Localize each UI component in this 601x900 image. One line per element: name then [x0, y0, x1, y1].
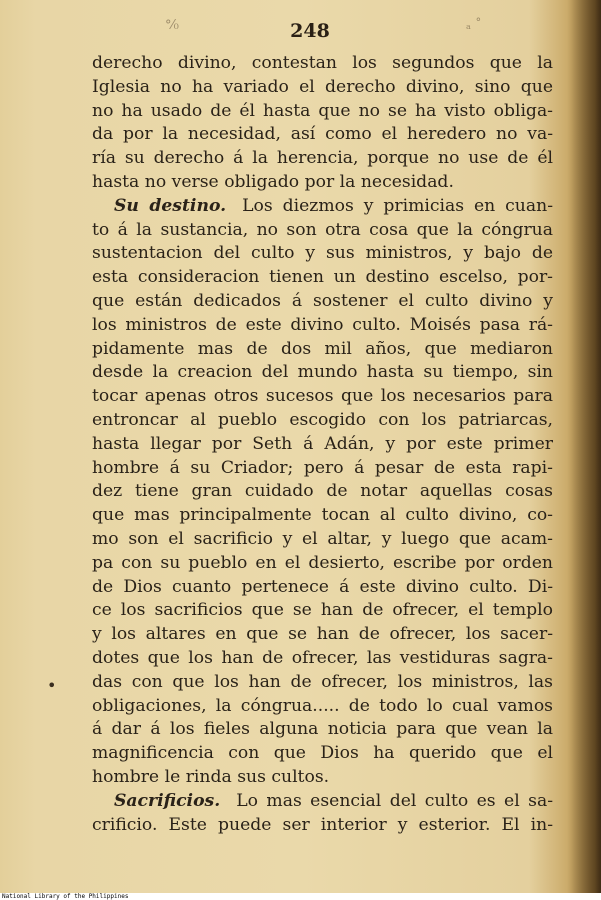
text-line-fragment: Los diezmos y primicias en cuan- — [242, 195, 553, 216]
text-line: hasta llegar por Seth á Adán, y por este primer — [92, 433, 553, 454]
ink-mark-top-left: °⁄₀ — [165, 18, 179, 33]
text-line: pa con su pueblo en el desierto, escribe por orden — [92, 552, 553, 573]
text-line: ría su derecho á la herencia, porque no use de él — [92, 148, 553, 169]
margin-dot: • — [47, 676, 57, 695]
text-line: hombre á su Criador; pero á pesar de esta rapi- — [92, 457, 553, 478]
text-line: pidamente mas de dos mil años, que mediaron — [92, 338, 553, 359]
text-line: no ha usado de él hasta que no se ha visto obliga- — [92, 100, 553, 121]
text-line: á dar á los fieles alguna noticia para que vean la — [92, 719, 553, 740]
text-line: to á la sustancia, no son otra cosa que la cóngrua — [92, 219, 553, 240]
text-line: magnificencia con que Dios ha querido que el — [92, 743, 553, 764]
text-line: da por la necesidad, así como el heredero no va- — [92, 124, 553, 145]
text-line: crificio. Este puede ser interior y esterior. El in- — [92, 814, 553, 835]
text-line-fragment: Lo mas esencial del culto es el sa- — [236, 790, 553, 811]
body-text — [92, 52, 553, 837]
text-line: Iglesia no ha variado el derecho divino, sino que — [92, 76, 553, 97]
ink-mark-top-right: ₐ ˚ — [466, 18, 482, 33]
section-heading-su-destino: Su destino. — [114, 195, 227, 216]
text-line: que mas principalmente tocan al culto divino, co- — [92, 505, 553, 526]
text-line: y los altares en que se han de ofrecer, los sacer- — [92, 624, 553, 645]
section-heading-sacrificios: Sacrificios. — [114, 790, 221, 811]
text-line: das con que los han de ofrecer, los ministros, las — [92, 671, 553, 692]
text-line: hombre le rinda sus cultos. — [92, 766, 330, 787]
text-line: que están dedicados á sostener el culto divino y — [92, 290, 553, 311]
text-line: desde la creacion del mundo hasta su tiempo, sin — [92, 362, 553, 383]
text-line: entroncar al pueblo escogido con los patriarcas, — [92, 409, 553, 430]
text-line: obligaciones, la cóngrua..... de todo lo cual vamos — [92, 695, 553, 716]
text-line: hasta no verse obligado por la necesidad. — [92, 171, 454, 192]
text-line: ce los sacrificios que se han de ofrecer, el templo — [92, 600, 553, 621]
text-line: sustentacion del culto y sus ministros, y bajo de — [92, 243, 553, 264]
footer-credit: National Library of the Philippines — [2, 893, 129, 900]
text-line: dez tiene gran cuidado de notar aquellas cosas — [92, 481, 553, 502]
text-line: mo son el sacrificio y el altar, y luego que acam- — [92, 528, 553, 549]
page-number: 248 — [290, 20, 330, 42]
text-line: tocar apenas otros sucesos que los necesarios para — [92, 386, 553, 407]
text-line: derecho divino, contestan los segundos que la — [92, 53, 553, 73]
text-line: dotes que los han de ofrecer, las vestiduras sagra- — [92, 647, 553, 668]
paragraph-start-sacrificios — [92, 790, 553, 814]
paragraph-start-destino — [92, 195, 553, 219]
text-line: los ministros de este divino culto. Moisés pasa rá- — [92, 314, 553, 335]
text-line: de Dios cuanto pertenece á este divino culto. Di- — [92, 576, 553, 597]
text-line: esta consideracion tienen un destino escelso, por- — [92, 267, 553, 288]
